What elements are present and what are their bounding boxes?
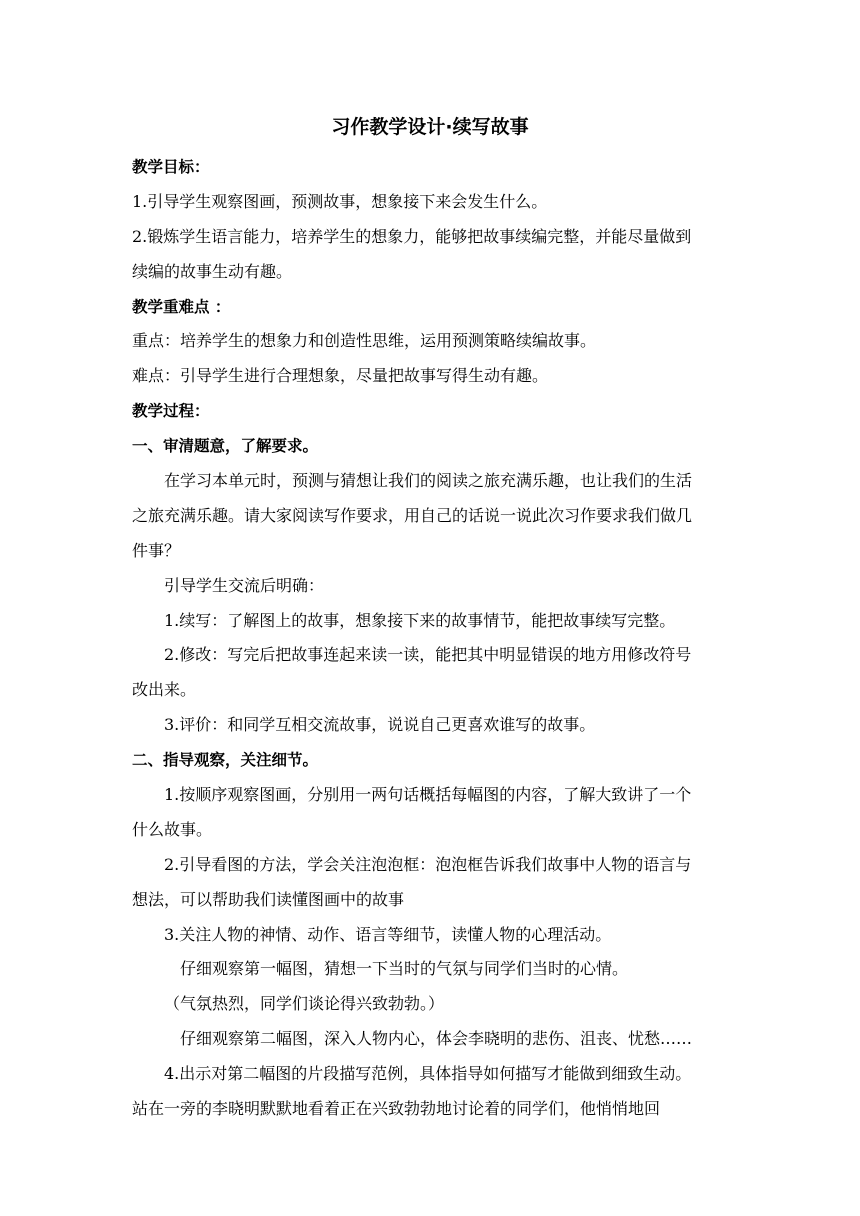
text-line: 仔细观察第一幅图，猜想一下当时的气氛与同学们当时的心情。 bbox=[180, 959, 629, 979]
section-heading: 教学过程： bbox=[132, 402, 210, 421]
text-line: 1.续写：了解图上的故事，想象接下来的故事情节，能把故事续写完整。 bbox=[164, 610, 676, 630]
text-line: 1.按顺序观察图画，分别用一两句话概括每幅图的内容，了解大致讲了一个 bbox=[164, 785, 692, 805]
section-heading: 一、审清题意，了解要求。 bbox=[132, 437, 319, 456]
text-line: 引导学生交流后明确： bbox=[164, 575, 325, 595]
text-line: 改出来。 bbox=[132, 680, 197, 700]
text-line: 1.引导学生观察图画，预测故事，想象接下来会发生什么。 bbox=[132, 191, 548, 211]
text-line: 难点：引导学生进行合理想象，尽量把故事写得生动有趣。 bbox=[132, 366, 549, 386]
text-line: 2.修改：写完后把故事连起来读一读，能把其中明显错误的地方用修改符号 bbox=[164, 645, 692, 665]
text-line: 什么故事。 bbox=[132, 819, 213, 839]
text-line: 在学习本单元时，预测与猜想让我们的阅读之旅充满乐趣，也让我们的生活 bbox=[164, 471, 693, 491]
section-heading: 教学目标： bbox=[132, 158, 210, 176]
text-line: （气氛热烈，同学们谈论得兴致勃勃。） bbox=[164, 994, 445, 1014]
text-line: 之旅充满乐趣。请大家阅读写作要求，用自己的话说一说此次习作要求我们做几 bbox=[132, 505, 693, 525]
text-line: 重点：培养学生的想象力和创造性思维，运用预测策略续编故事。 bbox=[132, 331, 597, 351]
text-line: 续编的故事生动有趣。 bbox=[132, 261, 293, 281]
text-line: 2.引导看图的方法，学会关注泡泡框：泡泡框告诉我们故事中人物的语言与 bbox=[164, 854, 692, 874]
text-line: 件事？ bbox=[132, 540, 181, 560]
section-heading: 教学重难点 ： bbox=[132, 297, 231, 316]
text-line: 3.评价：和同学互相交流故事，说说自己更喜欢谁写的故事。 bbox=[164, 715, 596, 735]
document-title: 习作教学设计·续写故事 bbox=[331, 116, 529, 138]
text-line: 4.出示对第二幅图的片段描写范例，具体指导如何描写才能做到细致生动。 bbox=[164, 1064, 692, 1084]
text-line: 想法，可以帮助我们读懂图画中的故事 bbox=[132, 889, 405, 909]
text-line: 2.锻炼学生语言能力，培养学生的想象力，能够把故事续编完整，并能尽量做到 bbox=[132, 226, 692, 246]
section-heading: 二、指导观察，关注细节。 bbox=[132, 751, 319, 770]
document-body bbox=[132, 150, 736, 1127]
text-line: 3.关注人物的神情、动作、语言等细节，读懂人物的心理活动。 bbox=[164, 924, 612, 944]
text-line: 仔细观察第二幅图，深入人物内心，体会李晓明的悲伤、沮丧、忧愁…… bbox=[180, 1029, 693, 1049]
text-line: 站在一旁的李晓明默默地看着正在兴致勃勃地讨论着的同学们，他悄悄地回 bbox=[132, 1099, 661, 1119]
